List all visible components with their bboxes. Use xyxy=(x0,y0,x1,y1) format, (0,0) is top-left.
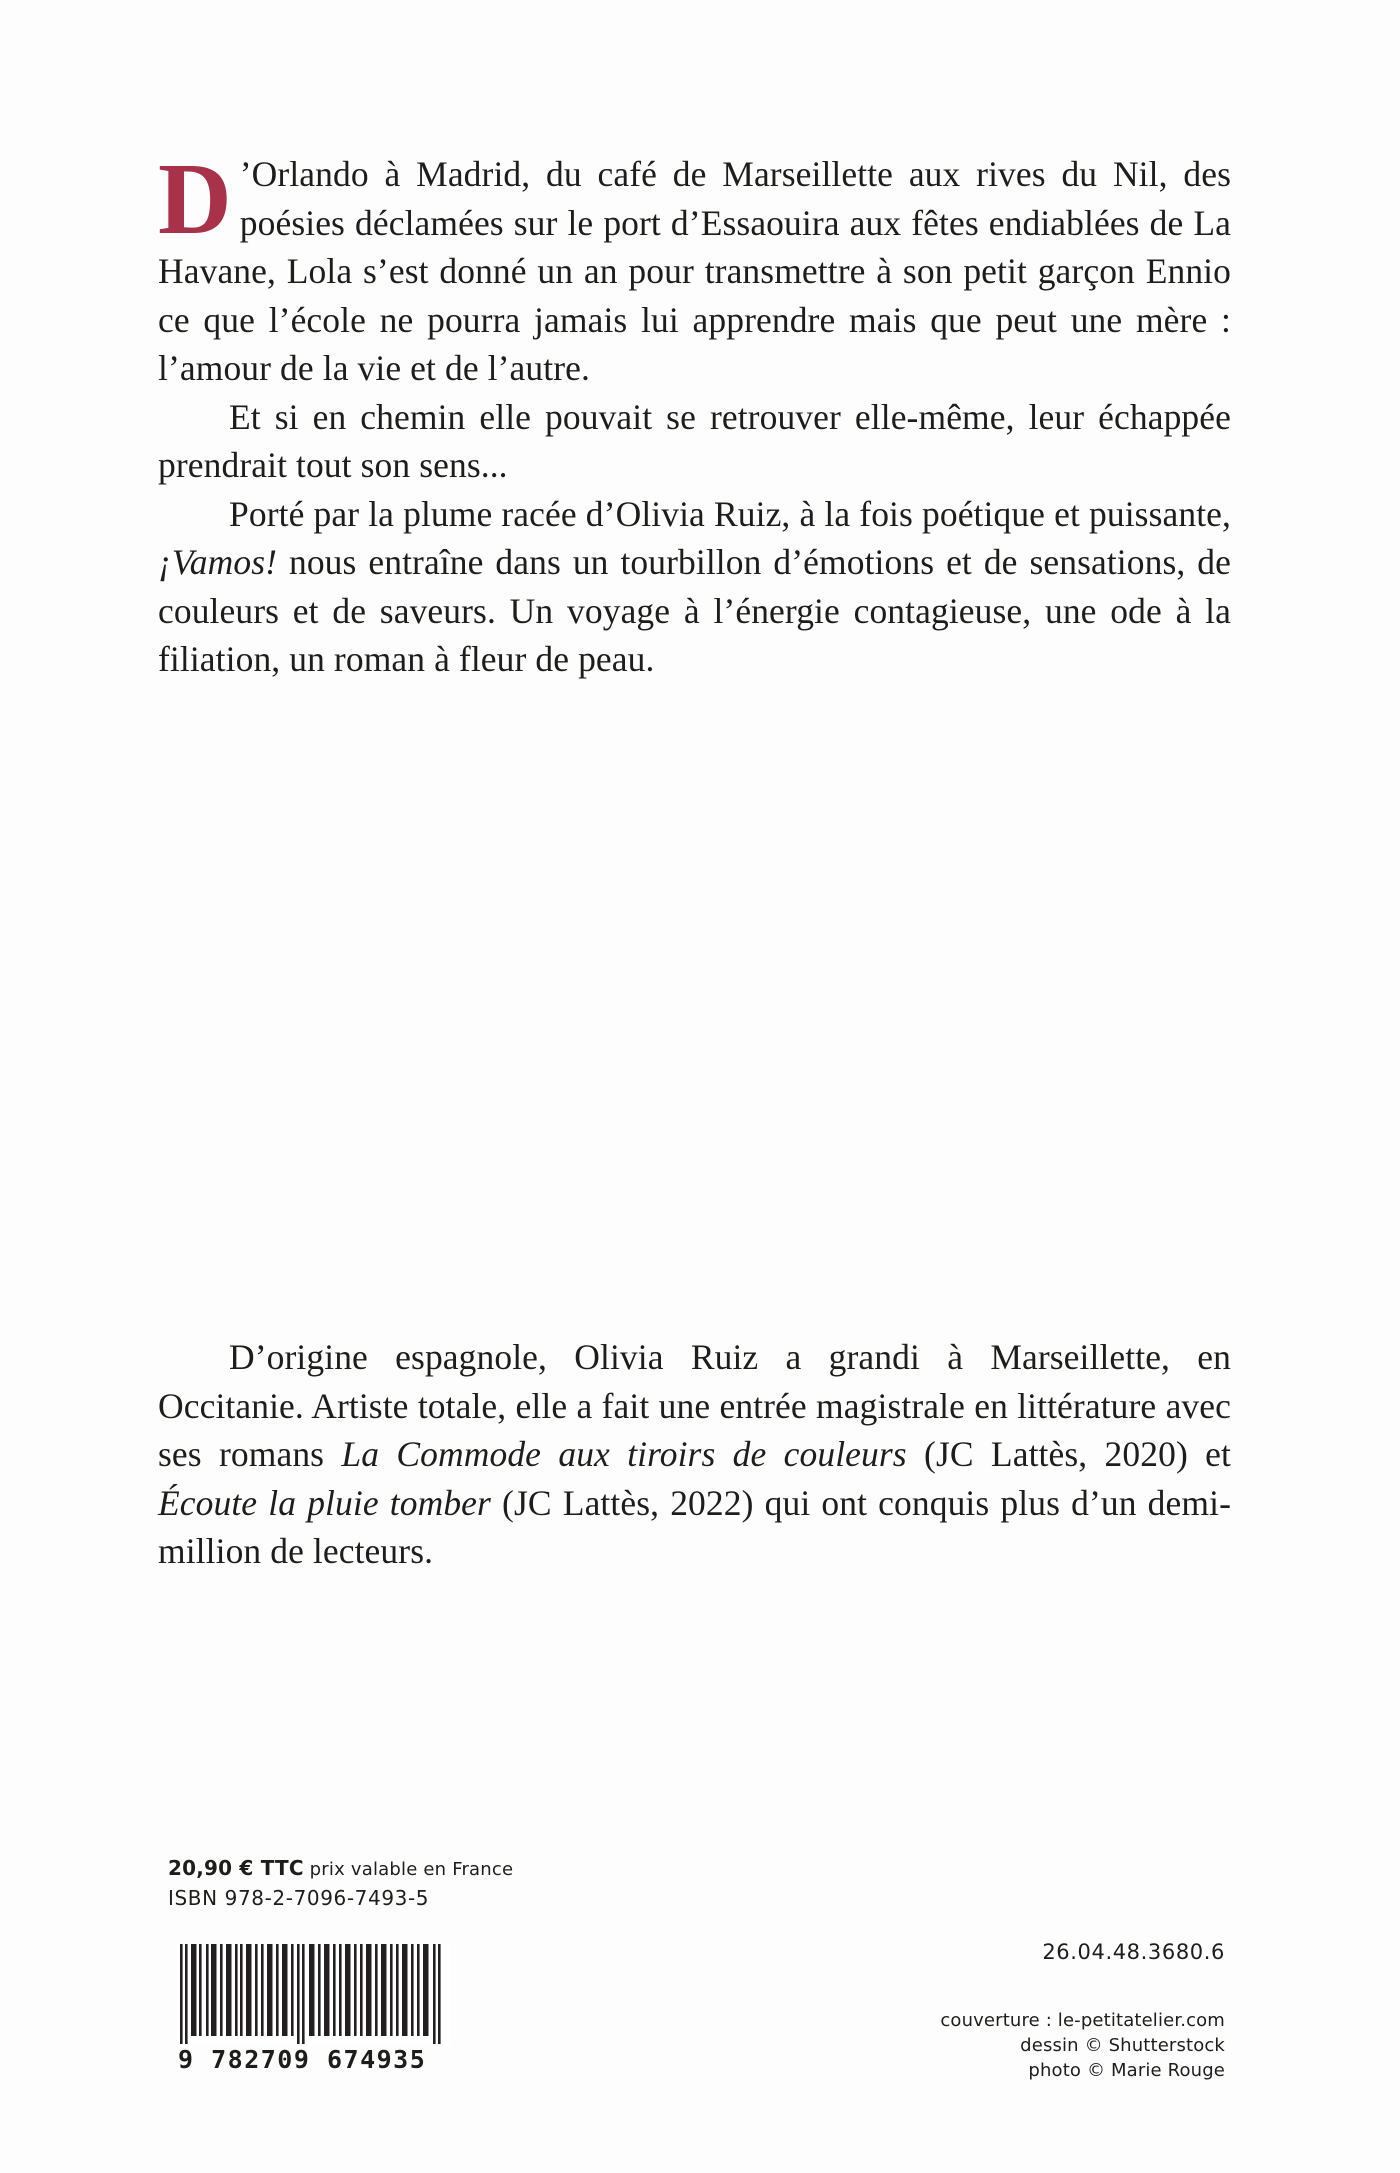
credit-cover: couverture : le-petitatelier.com xyxy=(940,2010,1225,2031)
blurb-paragraph-3-part-2: nous entraîne dans un tourbillon d’émotions et de sensations, de couleurs et de saveurs. Un voyage à l’énergie contagieuse, une ode à la filiation, un roman à fleur de peau. xyxy=(158,542,1231,679)
book-title-vamos: ¡Vamos! xyxy=(158,542,278,582)
blurb-paragraph-1-text: ’Orlando à Madrid, du café de Marseillette aux rives du Nil, des poésies déclamées sur le port d’Essaouira aux fêtes endiablées de La Havane, Lola s’est donné un an pour transmettre à son petit garçon Ennio ce que l’école ne pourra jamais lui apprendre mais que peut une mère : l’amour de la vie et de l’autre. xyxy=(158,154,1231,388)
blurb-paragraph-2: Et si en chemin elle pouvait se retrouver elle-même, leur échappée prendrait tout son sens... xyxy=(158,396,1231,485)
price-note: prix valable en France xyxy=(303,1859,514,1880)
barcode-block xyxy=(178,1944,450,2074)
blurb-paragraph-3-part-1: Porté par la plume racée d’Olivia Ruiz, à la fois poétique et puissante, xyxy=(229,493,1231,534)
blurb-paragraph-1 xyxy=(158,143,1231,393)
author-bio-part-3: (JC Lattès, 2022) qui ont conquis plus d’un demi-million de lecteurs. xyxy=(158,1482,1231,1571)
book-title-la-commode: La Commode aux tiroirs de couleurs xyxy=(341,1434,907,1474)
reference-code: 26.04.48.3680.6 xyxy=(1042,1940,1225,1964)
credits-block xyxy=(940,2008,1225,2083)
author-bio-paragraph xyxy=(158,1333,1231,1576)
author-bio-part-2: (JC Lattès, 2020) et xyxy=(906,1434,1231,1474)
author-bio-part-1: D’origine espagnole, Olivia Ruiz a grandi à Marseillette, en Occitanie. Artiste totale, elle a fait une entrée magistrale en littérature avec ses romans xyxy=(158,1337,1231,1474)
footer-left-block xyxy=(168,1855,688,1913)
price-line xyxy=(168,1855,688,1883)
barcode-image xyxy=(178,1944,450,2044)
isbn-line: ISBN 978-2-7096-7493-5 xyxy=(168,1886,430,1910)
book-title-ecoute-la-pluie-tomber: Écoute la pluie tomber xyxy=(158,1482,491,1523)
blurb-paragraph-3 xyxy=(158,490,1231,684)
credit-photo: photo © Marie Rouge xyxy=(1028,2060,1225,2081)
footer-right-block xyxy=(940,1938,1225,2083)
author-bio-block xyxy=(158,1333,1231,1576)
barcode-digits: 9 782709 674935 xyxy=(178,2045,427,2074)
drop-cap-letter: D xyxy=(158,143,232,256)
blurb-block xyxy=(158,143,1231,684)
price-amount: 20,90 € TTC xyxy=(168,1856,304,1880)
credit-drawing: dessin © Shutterstock xyxy=(1020,2035,1225,2056)
